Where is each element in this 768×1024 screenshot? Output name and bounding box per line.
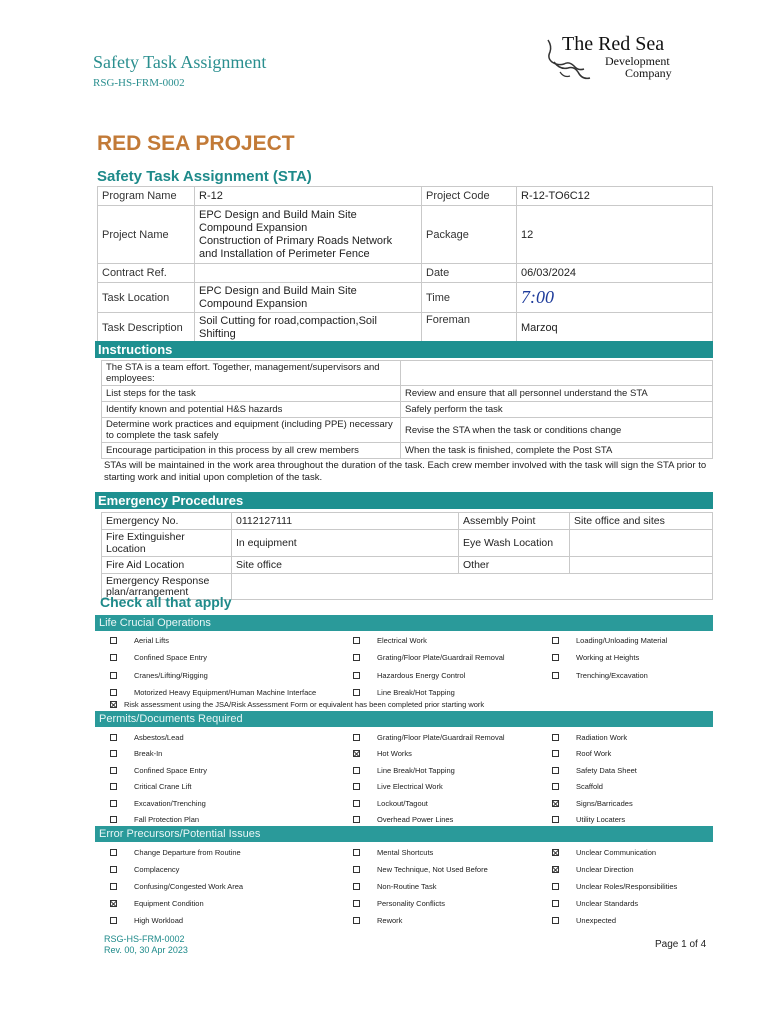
- checkbox[interactable]: [110, 689, 117, 696]
- risk-assessment-label: Risk assessment using the JSA/Risk Assessment Form or equivalent has been completed prior starting work: [124, 700, 485, 709]
- assembly-point-label: Assembly Point: [459, 513, 570, 530]
- time-label: Time: [422, 283, 517, 313]
- program-name-label: Program Name: [98, 187, 195, 206]
- emergency-response-value: [232, 574, 713, 600]
- checkbox[interactable]: [353, 689, 360, 696]
- task-location-value: [195, 283, 422, 313]
- checklist-label: Break-In: [134, 749, 163, 758]
- date-label: Date: [422, 264, 517, 283]
- checklist-label: Roof Work: [576, 749, 612, 758]
- sta-title: Safety Task Assignment (STA): [97, 168, 312, 185]
- checklist-label: Hazardous Energy Control: [377, 671, 466, 680]
- task-description-line: Soil Cutting for road,compaction,Soil: [199, 314, 377, 327]
- contract-ref-value: [195, 264, 422, 283]
- checklist-label: Cranes/Lifting/Rigging: [134, 671, 208, 680]
- checklist-label: Rework: [377, 916, 403, 925]
- checkbox[interactable]: [552, 800, 559, 807]
- checklist-label: Radiation Work: [576, 733, 628, 742]
- checkbox[interactable]: [110, 654, 117, 661]
- checkbox[interactable]: [110, 750, 117, 757]
- checklist-label: Lockout/Tagout: [377, 799, 428, 808]
- instructions-footer: STAs will be maintained in the work area throughout the duration of the task. Each crew member involved with the task will sign the STA prior to starting work and initial upon completion of the task.: [104, 460, 707, 483]
- checklist-label: Change Departure from Routine: [134, 848, 241, 857]
- task-info-table: [97, 186, 713, 343]
- logo-subtitle-1: Development: [605, 54, 670, 68]
- package-value: 12: [517, 206, 713, 264]
- checkbox[interactable]: [552, 900, 559, 907]
- other-label: Other: [459, 557, 570, 574]
- checklist-label: Equipment Condition: [134, 899, 204, 908]
- task-location-line: EPC Design and Build Main Site: [199, 284, 357, 297]
- task-location-line: Compound Expansion: [199, 297, 308, 310]
- form-code: RSG-HS-FRM-0002: [93, 77, 185, 89]
- checklist-label: Unclear Direction: [576, 865, 634, 874]
- checkbox[interactable]: [353, 672, 360, 679]
- foreman-label: Foreman: [422, 313, 517, 343]
- program-name-value: R-12: [195, 187, 422, 206]
- checkbox[interactable]: [353, 816, 360, 823]
- emergency-no-label: Emergency No.: [102, 513, 232, 530]
- checkbox[interactable]: [110, 783, 117, 790]
- checklist-label: Asbestos/Lead: [134, 733, 184, 742]
- fire-extinguisher-value: In equipment: [232, 530, 459, 557]
- section-title-life-crucial: Life Crucial Operations: [95, 615, 713, 631]
- check-all-heading: Check all that apply: [100, 594, 232, 610]
- checklist-label: Scaffold: [576, 782, 603, 791]
- instruction-right: Review and ensure that all personnel understand the STA: [401, 386, 713, 402]
- checklist-label: Mental Shortcuts: [377, 848, 434, 857]
- checkbox[interactable]: [353, 917, 360, 924]
- checklist-label: Signs/Barricades: [576, 799, 633, 808]
- checklist-label: Unclear Standards: [576, 899, 639, 908]
- checkbox[interactable]: [552, 750, 559, 757]
- project-name-line: Construction of Primary Roads Network: [199, 234, 393, 247]
- checklist-label: Aerial Lifts: [134, 636, 170, 645]
- checkbox[interactable]: [353, 866, 360, 873]
- instruction-left: Determine work practices and equipment (including PPE) necessary to complete the task safely: [102, 418, 401, 443]
- checklist-label: New Technique, Not Used Before: [377, 865, 488, 874]
- instruction-left: The STA is a team effort. Together, management/supervisors and employees:: [102, 361, 401, 386]
- checklist-label: Motorized Heavy Equipment/Human Machine Interface: [134, 688, 317, 697]
- checklist-label: Line Break/Hot Tapping: [377, 688, 455, 697]
- project-code-value: R-12-TO6C12: [517, 187, 713, 206]
- checklist-label: Electrical Work: [377, 636, 427, 645]
- page-number: Page 1 of 4: [655, 939, 707, 950]
- checklist-label: Complacency: [134, 865, 180, 874]
- checkbox[interactable]: [353, 783, 360, 790]
- foreman-value: Marzoq: [517, 313, 713, 343]
- checklist-label: Loading/Unloading Material: [576, 636, 668, 645]
- emergency-response-label-line: plan/arrangement: [106, 585, 189, 598]
- emergency-response-label-line: Emergency Response: [106, 574, 210, 587]
- form-title: Safety Task Assignment: [93, 52, 267, 72]
- checkbox[interactable]: [552, 637, 559, 644]
- checklist-label: Live Electrical Work: [377, 782, 443, 791]
- instructions-heading: Instructions: [95, 341, 713, 358]
- checkbox[interactable]: [353, 637, 360, 644]
- date-value: 06/03/2024: [517, 264, 713, 283]
- checkbox[interactable]: [110, 866, 117, 873]
- checkbox[interactable]: [110, 883, 117, 890]
- checkbox[interactable]: [353, 750, 360, 757]
- eye-wash-label: Eye Wash Location: [459, 530, 570, 557]
- checkbox[interactable]: [552, 654, 559, 661]
- checklist-label: Confusing/Congested Work Area: [134, 882, 244, 891]
- emergency-heading: Emergency Procedures: [95, 492, 713, 509]
- checkbox[interactable]: [110, 767, 117, 774]
- checklist-label: High Workload: [134, 916, 184, 925]
- checkbox[interactable]: [552, 783, 559, 790]
- checklist-label: Overhead Power Lines: [377, 815, 454, 824]
- checklist-label: Confined Space Entry: [134, 653, 207, 662]
- checklist-label: Unclear Roles/Responsibilities: [576, 882, 678, 891]
- checklist-label: Non-Routine Task: [377, 882, 437, 891]
- checkbox[interactable]: [110, 917, 117, 924]
- task-description-label: Task Description: [98, 313, 195, 343]
- project-name-value: [195, 206, 422, 264]
- footer-revision: Rev. 00, 30 Apr 2023: [104, 945, 188, 955]
- task-description-value: [195, 313, 422, 343]
- checklist-label: Unclear Communication: [576, 848, 657, 857]
- contract-ref-label: Contract Ref.: [98, 264, 195, 283]
- checklist-label: Utility Locaters: [576, 815, 626, 824]
- project-name-line: Compound Expansion: [199, 221, 308, 234]
- project-code-label: Project Code: [422, 187, 517, 206]
- checkbox[interactable]: [552, 917, 559, 924]
- instruction-left: Identify known and potential H&S hazards: [102, 402, 401, 418]
- checkbox[interactable]: [552, 883, 559, 890]
- checklist-label: Safety Data Sheet: [576, 766, 637, 775]
- checklist-label: Line Break/Hot Tapping: [377, 766, 455, 775]
- checkbox[interactable]: [110, 800, 117, 807]
- checkbox[interactable]: [110, 734, 117, 741]
- instruction-right: Safely perform the task: [401, 402, 713, 418]
- assembly-point-value: Site office and sites: [570, 513, 713, 530]
- instruction-right: [401, 361, 713, 386]
- instruction-left: Encourage participation in this process by all crew members: [102, 443, 401, 459]
- project-name-label: Project Name: [98, 206, 195, 264]
- checklist-label: Critical Crane Lift: [134, 782, 192, 791]
- checkbox[interactable]: [110, 816, 117, 823]
- checklist-label: Unexpected: [576, 916, 617, 925]
- logo-subtitle-2: Company: [625, 66, 672, 80]
- checkbox[interactable]: [353, 800, 360, 807]
- logo-name: The Red Sea: [562, 33, 665, 55]
- footer-code: RSG-HS-FRM-0002: [104, 934, 185, 944]
- checklist-label: Confined Space Entry: [134, 766, 207, 775]
- checklist-label: Grating/Floor Plate/Guardrail Removal: [377, 653, 505, 662]
- project-name-line: and Installation of Perimeter Fence: [199, 247, 370, 260]
- checkbox[interactable]: [552, 672, 559, 679]
- checklist-label: Trenching/Excavation: [576, 671, 648, 680]
- instruction-right: Revise the STA when the task or conditions change: [401, 418, 713, 443]
- checkbox[interactable]: [552, 816, 559, 823]
- emergency-table: [101, 512, 713, 600]
- checkbox[interactable]: [552, 866, 559, 873]
- fire-aid-value: Site office: [232, 557, 459, 574]
- checkbox[interactable]: [353, 734, 360, 741]
- checkbox[interactable]: [110, 637, 117, 644]
- task-location-label: Task Location: [98, 283, 195, 313]
- checkbox[interactable]: [552, 734, 559, 741]
- eye-wash-value: [570, 530, 713, 557]
- checklist-label: Working at Heights: [576, 653, 640, 662]
- time-value: 7:00: [521, 287, 554, 307]
- checkbox[interactable]: [552, 849, 559, 856]
- checklist-label: Fall Protection Plan: [134, 815, 200, 824]
- checklist-label: Grating/Floor Plate/Guardrail Removal: [377, 733, 505, 742]
- package-label: Package: [422, 206, 517, 264]
- checkbox[interactable]: [353, 883, 360, 890]
- other-value: [570, 557, 713, 574]
- fire-extinguisher-label: Fire Extinguisher Location: [102, 530, 232, 557]
- checkbox[interactable]: [353, 849, 360, 856]
- checklist-label: Hot Works: [377, 749, 412, 758]
- checkbox[interactable]: [353, 900, 360, 907]
- fire-aid-label: Fire Aid Location: [102, 557, 232, 574]
- checkbox[interactable]: [110, 701, 117, 708]
- instruction-left: List steps for the task: [102, 386, 401, 402]
- checkbox[interactable]: [552, 767, 559, 774]
- project-title: RED SEA PROJECT: [97, 132, 295, 155]
- project-name-line: EPC Design and Build Main Site: [199, 208, 357, 221]
- checklist-label: Personality Conflicts: [377, 899, 445, 908]
- time-cell: [517, 283, 713, 313]
- instruction-right: When the task is finished, complete the Post STA: [401, 443, 713, 459]
- checkbox[interactable]: [110, 900, 117, 907]
- checkbox[interactable]: [353, 654, 360, 661]
- section-title-error-precursors: Error Precursors/Potential Issues: [95, 826, 713, 842]
- emergency-no-value: 0112127111: [232, 513, 459, 530]
- checkbox[interactable]: [110, 672, 117, 679]
- checklist-label: Excavation/Trenching: [134, 799, 206, 808]
- instructions-table: [101, 360, 713, 459]
- section-title-permits: Permits/Documents Required: [95, 711, 713, 727]
- checkbox[interactable]: [353, 767, 360, 774]
- checkbox[interactable]: [110, 849, 117, 856]
- task-description-line: Shifting: [199, 327, 236, 340]
